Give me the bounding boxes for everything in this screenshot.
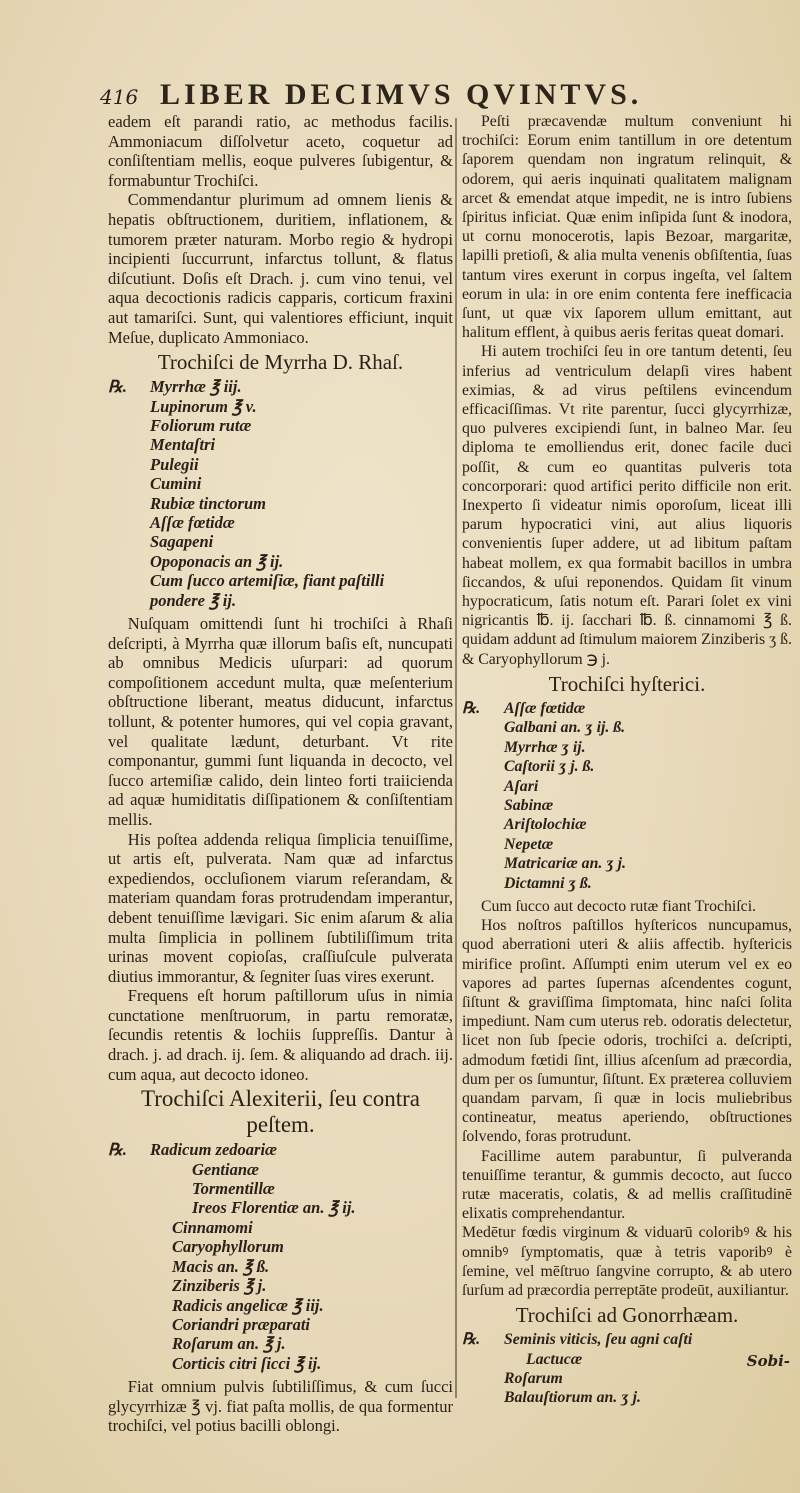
section-heading: Trochiſci de Myrrha D. Rhaſ. xyxy=(157,350,404,375)
ingredient: Seminis viticis, ſeu agni caſti xyxy=(504,1331,693,1349)
recipe-item xyxy=(462,1330,792,1349)
recipe-item: Dictamni ʒ ß. xyxy=(504,874,592,892)
recipe-item: Mentaſtri xyxy=(150,435,216,455)
page-number: 416 xyxy=(100,85,139,109)
recipe-list xyxy=(108,1140,453,1373)
recipe-symbol: ℞. xyxy=(462,699,481,717)
paragraph: Peſti præcavendæ multum conveniunt hi trochiſci: Eorum enim tantillum in ore detentum ſaporem quendam non ingratum relinquit, & odorem, qui aeris inquinati qualitatem malignam arcet & emendat atque impedit, ne is intro ſubiens ſpiritus inficiat. Quæ enim inſipida ſunt & inodora, ut cornu monocerotis, lapis Bezoar, margaritæ, lapilli pretioſi, & alia multa venenis obſiſtentia, ſuas tantum vires exerunt in corpus ingeſta, vel ſaltem eorum in ula: in ore enim contenta fere inefficacia ſunt, ut quæ vix ſaporem ullum emittant, aut halitum efflent, à quibus aeris feritas queat domari. xyxy=(462,113,792,342)
recipe-item: Coriandri præparati xyxy=(172,1314,310,1334)
recipe-item: Opoponacis an ℥ ij. xyxy=(150,551,284,571)
paragraph: His poſtea addenda reliqua ſimplicia tenuiſſime, ut artis eſt, pulverata. Nam quæ ad infarctus expediendos, occluſionem viarum reſerandam, & materiam quandam foras protrudendam imperantur, debent tenuiſſime lævigari. Sic enim aſarum & alia multa ſimplicia in pollinem ſubtiliſſimum trita urinas movent copioſas, craſſiuſcule pulverata diutius immorantur, & ſegniter ſuas vires exerunt. xyxy=(108,829,453,986)
paragraph: Commendantur plurimum ad omnem lienis & hepatis obſtructionem, duritiem, inflationem, & tumorem præter naturam. Morbo regio & hydropi incipienti ſuccurrunt, infarctus tollunt, & flatus diſcutiunt. Doſis eſt Drach. j. cum vino tenui, vel aqua decoctionis radicis capparis, corticum fraxini aut tamariſci. Sunt, qui valentiores efficiunt, inquit Meſue, duplicato Ammoniaco. xyxy=(108,190,453,347)
paragraph: Frequens eſt horum paſtillorum uſus in nimia cunctatione menſtruorum, in partu remoratæ, ſecundis retentis & lochiis ſuppreſſis. Dantur à drach. j. ad drach. ij. ſem. & aliquando ad drach. iij. cum aqua, aut decocto idoneo. xyxy=(108,986,453,1084)
left-column xyxy=(108,112,453,1436)
recipe-item: Tormentillæ xyxy=(192,1179,275,1199)
recipe-symbol: ℞. xyxy=(108,377,127,397)
recipe-item: Ariſtolochiæ xyxy=(504,816,587,834)
recipe-list xyxy=(462,1330,792,1408)
recipe-item: Lactucæ xyxy=(526,1350,583,1368)
catchword: Sobi- xyxy=(746,1352,790,1370)
recipe-item: Foliorum rutæ xyxy=(150,415,252,435)
recipe-item: Matricariæ an. ʒ j. xyxy=(504,855,626,873)
recipe-item: Gentianæ xyxy=(192,1159,259,1179)
recipe-item xyxy=(108,1140,453,1159)
paragraph: Fiat omnium pulvis ſubtiliſſimus, & cum ſucci glycyrrhizæ ℥ vj. fiat paſta mollis, de qua formentur trochiſci, vel potius bacilli oblongi. xyxy=(108,1377,453,1436)
right-column xyxy=(462,112,792,1412)
recipe-item: Cinnamomi xyxy=(172,1217,253,1237)
recipe-item xyxy=(108,377,453,396)
recipe-item: Balauſtiorum an. ʒ j. xyxy=(504,1389,641,1407)
recipe-item: Aſari xyxy=(504,777,539,795)
page-header xyxy=(100,78,740,114)
recipe-item: Cum ſucco artemiſiæ, fiant paſtilli xyxy=(150,571,385,591)
recipe-item: Radicis angelicæ ℥ iij. xyxy=(172,1295,324,1315)
recipe-item: Sabinæ xyxy=(504,796,554,814)
paragraph: Nuſquam omittendi ſunt hi trochiſci à Rhaſi deſcripti, à Myrrha quæ illorum baſis eſt, nuncupati ab omnibus Medicis uſurpari: ad quorum compoſitionem accedunt multa, quæ meſenterium obſtructione liberant, meatus diducunt, infarctus tollunt, & potenter humores, qui vel copia gravant, vel qualitate lædunt, deturbant. Vt rite componantur, gummi ſunt liquanda in decocto, vel ſucco artemiſiæ calido, dein linteo forti traiicienda ad aquæ humiditatis diſſipationem & conſiſtentiam mellis. xyxy=(108,614,453,829)
paragraph: Hos noſtros paſtillos hyſtericos nuncupamus, quod aberrationi uteri & aliis affectib. hyſtericis mirifice proſint. Aſſumpti enim uterum vel ex eo vapores ad partes ſupernas aſcendentes cogunt, ſiſtunt & graviſſima ſimptomata, hinc naſci ſolita impediunt. Nam cum uterus reb. odoratis delectetur, licet non ſub ſpecie odoris, trochiſci a. deſcripti, admodum fœtidi ſint, illius aſcenſum ad præcordia, dum per os ſumuntur, ſiſtunt. Ex præterea colluviem quandam parvam, ſi quæ in locis muliebribus contineatur, meatus aperiendo, obſtructiones ſolvendo, foras protrudunt. xyxy=(462,917,792,1146)
recipe-item: Cumini xyxy=(150,474,202,494)
recipe-item: Pulegii xyxy=(150,454,199,474)
recipe-item: Sagapeni xyxy=(150,532,214,552)
recipe-symbol: ℞. xyxy=(462,1331,481,1349)
recipe-item: Macis an. ℥ ß. xyxy=(172,1256,270,1276)
paragraph: eadem eſt parandi ratio, ac methodus facilis. Ammoniacum diſſolvetur aceto, coquetur ad conſiſtentiam mellis, eoque pulveres ſubigentur, & formabuntur Trochiſci. xyxy=(108,112,453,190)
recipe-item: Rubiæ tinctorum xyxy=(150,493,266,513)
recipe-item: pondere ℥ ij. xyxy=(150,590,237,610)
recipe-item: Caryophyllorum xyxy=(172,1237,284,1257)
ingredient: Radicum zedoariæ xyxy=(150,1140,277,1160)
recipe-item: Zinziberis ℥ j. xyxy=(172,1276,267,1296)
section-heading: Trochiſci Alexiterii, ſeu contra peſtem. xyxy=(141,1086,420,1138)
recipe-item: Nepetæ xyxy=(504,835,554,853)
recipe-item: Caſtorii ʒ j. ß. xyxy=(504,758,595,776)
recipe-item: Aſſæ fœtidæ xyxy=(150,512,235,532)
paragraph: Cum ſucco aut decocto rutæ fiant Trochiſci. xyxy=(480,897,757,915)
section-heading: Trochiſci hyſterici. xyxy=(548,671,706,696)
column-rule xyxy=(455,118,457,1398)
recipe-item: Ireos Florentiæ an. ℥ ij. xyxy=(192,1198,356,1218)
recipe-list xyxy=(108,377,453,610)
recipe-item: Lupinorum ℥ v. xyxy=(150,396,257,416)
recipe-symbol: ℞. xyxy=(108,1140,127,1160)
paragraph: Hi autem trochiſci ſeu in ore tantum detenti, ſeu inferius ad ventriculum delapſi vires habent eximias, & ad virus peſtilens evincendum efficaciſſimas. Vt rite parentur, ſucci glycyrrhizæ, quo pulveres excipiendi ſunt, in balneo Mar. ſeu diploma te emolliendus erit, donec facile duci poſſit, & cum eo quantitas pulveris tota concorporari: quod artifici perito difficile non erit. Inexperto ſi videatur nimis oporoſum, liceat illi parum hypocratici vini, aut alius liquoris convenientis ſuper addere, ut ad libitum paſtam habeat mollem, ex qua formabit bacillos in umbra ſiccandos, & uſui reponendos. Quidam ſit vinum hypocraticum, ſatis notum eſt. Parari ſolet ex vini nigricantis ℔. ij. ſacchari ℔. ß. cinnamomi ℥ ß. quidam addunt ad ſtimulum maiorem Zinziberis ʒ ß. & Caryophyllorum ℈ j. xyxy=(462,343,792,668)
recipe-item: Corticis citri ſicci ℥ ij. xyxy=(172,1353,322,1373)
paragraph: Facillime autem parabuntur, ſi pulveranda tenuiſſime terantur, & gummis decocto, aut ſucco rutæ maceratis, colatis, & ad mellis craſſitudinē elixatis comprehendantur. xyxy=(462,1147,792,1223)
ingredient: Myrrhæ ℥ iij. xyxy=(150,377,242,397)
recipe-list xyxy=(462,699,792,893)
recipe-item: Roſarum xyxy=(504,1370,563,1388)
recipe-item xyxy=(462,699,792,718)
recipe-item: Roſarum an. ℥ j. xyxy=(172,1334,286,1354)
paragraph: Medētur fœdis virginum & viduarū coloribꝰ & his omnibꝰ ſymptomatis, quæ à tetris vaporibꝰ è ſemine, vel mēſtruo ſangvine corrupto, & ab utero ſurſum ad præcordia perreptāte prodeūt, auxiliantur. xyxy=(462,1224,792,1300)
recipe-item: Galbani an. ʒ ij. ß. xyxy=(504,719,626,737)
ingredient: Aſſæ fœtidæ xyxy=(504,699,586,717)
recipe-item: Myrrhæ ʒ ij. xyxy=(504,738,586,756)
section-heading: Trochiſci ad Gonorrhæam. xyxy=(515,1303,739,1328)
running-title: LIBER DECIMVS QVINTVS. xyxy=(160,78,643,111)
